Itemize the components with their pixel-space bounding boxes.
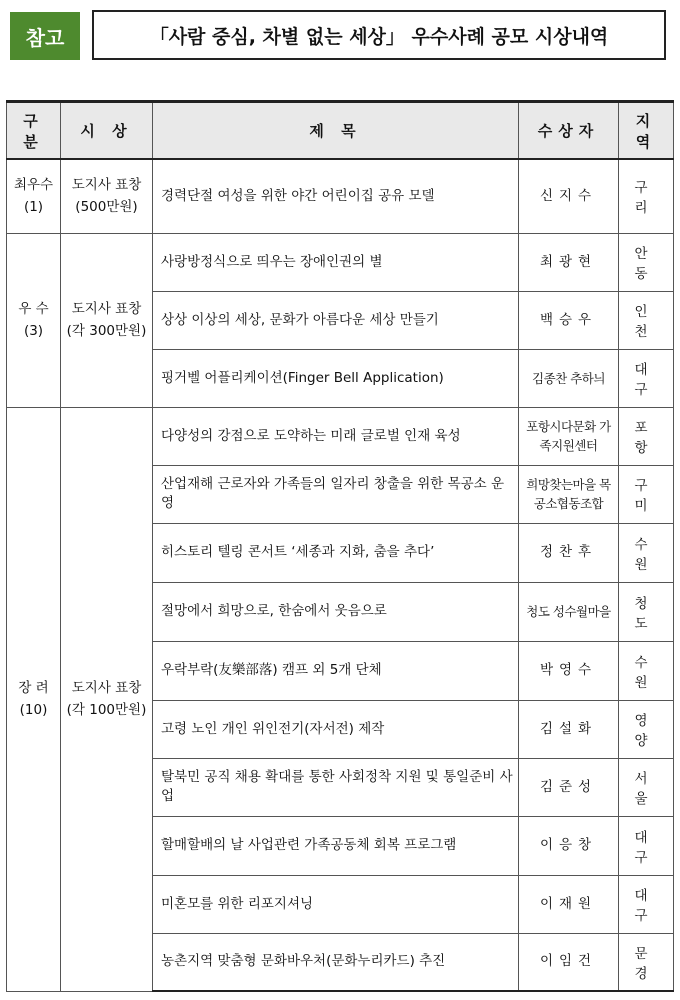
entry-region: 포항 <box>619 407 674 465</box>
award-cell <box>61 233 153 407</box>
table-header-row <box>7 102 674 160</box>
entry-region: 대구 <box>619 349 674 407</box>
entry-winner: 최광현 <box>519 233 619 291</box>
category-cell <box>7 159 61 233</box>
column-header-award: 시 상 <box>61 102 153 160</box>
entry-title: 사랑방정식으로 띄우는 장애인권의 별 <box>153 233 519 291</box>
table-row <box>7 407 674 465</box>
category-count: (3) <box>23 323 44 339</box>
table-row <box>7 233 674 291</box>
entry-title: 절망에서 희망으로, 한숨에서 웃음으로 <box>153 582 519 641</box>
entry-region: 안동 <box>619 233 674 291</box>
entry-region: 수원 <box>619 641 674 700</box>
entry-winner: 이응창 <box>519 816 619 875</box>
entry-region: 인천 <box>619 291 674 349</box>
column-header-category: 구 분 <box>7 102 61 160</box>
entry-winner: 김설화 <box>519 700 619 758</box>
entry-winner: 희망찾는마을 목공소협동조합 <box>519 465 619 523</box>
award-amount: (각 300만원) <box>66 323 147 339</box>
entry-winner: 박영수 <box>519 641 619 700</box>
entry-title: 경력단절 여성을 위한 야간 어린이집 공유 모델 <box>153 159 519 233</box>
award-label: 도지사 표창 <box>71 301 142 317</box>
entry-title: 미혼모를 위한 리포지셔닝 <box>153 875 519 933</box>
award-cell <box>61 407 153 991</box>
award-label: 도지사 표창 <box>71 680 142 696</box>
entry-title: 상상 이상의 세상, 문화가 아름다운 세상 만들기 <box>153 291 519 349</box>
entry-title: 할매할배의 날 사업관련 가족공동체 회복 프로그램 <box>153 816 519 875</box>
entry-region: 구리 <box>619 159 674 233</box>
entry-winner: 백승우 <box>519 291 619 349</box>
category-label: 장 려 <box>18 680 49 696</box>
entry-winner: 이재원 <box>519 875 619 933</box>
category-label: 우 수 <box>18 301 49 317</box>
column-header-region: 지 역 <box>619 102 674 160</box>
entry-winner: 포항시다문화 가족지원센터 <box>519 407 619 465</box>
entry-winner: 신지수 <box>519 159 619 233</box>
entry-winner: 청도 성수월마을 <box>519 582 619 641</box>
entry-title: 히스토리 텔링 콘서트 ‘세종과 지화, 춤을 추다’ <box>153 523 519 582</box>
entry-title: 고령 노인 개인 위인전기(자서전) 제작 <box>153 700 519 758</box>
entry-winner: 이임건 <box>519 933 619 991</box>
award-cell <box>61 159 153 233</box>
category-cell <box>7 233 61 407</box>
entry-region: 청도 <box>619 582 674 641</box>
entry-winner: 정찬후 <box>519 523 619 582</box>
column-header-winner: 수상자 <box>519 102 619 160</box>
entry-region: 대구 <box>619 875 674 933</box>
entry-region: 서울 <box>619 758 674 816</box>
entry-winner: 김종찬 추하늬 <box>519 349 619 407</box>
entry-winner: 김준성 <box>519 758 619 816</box>
page-title: 「사람 중심, 차별 없는 세상」 우수사례 공모 시상내역 <box>92 10 666 60</box>
entry-region: 대구 <box>619 816 674 875</box>
entry-title: 핑거벨 어플리케이션(Finger Bell Application) <box>153 349 519 407</box>
category-cell <box>7 407 61 991</box>
award-amount: (각 100만원) <box>66 702 147 718</box>
award-amount: (500만원) <box>75 199 138 216</box>
column-header-title: 제 목 <box>153 102 519 160</box>
category-label: 최우수 <box>13 177 54 194</box>
entry-region: 문경 <box>619 933 674 991</box>
award-label: 도지사 표창 <box>71 177 142 194</box>
table-row <box>7 159 674 233</box>
entry-title: 우락부락(友樂部落) 캠프 외 5개 단체 <box>153 641 519 700</box>
category-count: (1) <box>23 199 44 216</box>
entry-region: 구미 <box>619 465 674 523</box>
entry-region: 수원 <box>619 523 674 582</box>
entry-title: 탈북민 공직 채용 확대를 통한 사회정착 지원 및 통일준비 사업 <box>153 758 519 816</box>
entry-title: 농촌지역 맞춤형 문화바우처(문화누리카드) 추진 <box>153 933 519 991</box>
entry-region: 영양 <box>619 700 674 758</box>
category-count: (10) <box>19 702 48 718</box>
entry-title: 다양성의 강점으로 도약하는 미래 글로벌 인재 육성 <box>153 407 519 465</box>
reference-badge: 참고 <box>10 12 80 60</box>
awards-table <box>6 100 674 992</box>
entry-title: 산업재해 근로자와 가족들의 일자리 창출을 위한 목공소 운영 <box>153 465 519 523</box>
